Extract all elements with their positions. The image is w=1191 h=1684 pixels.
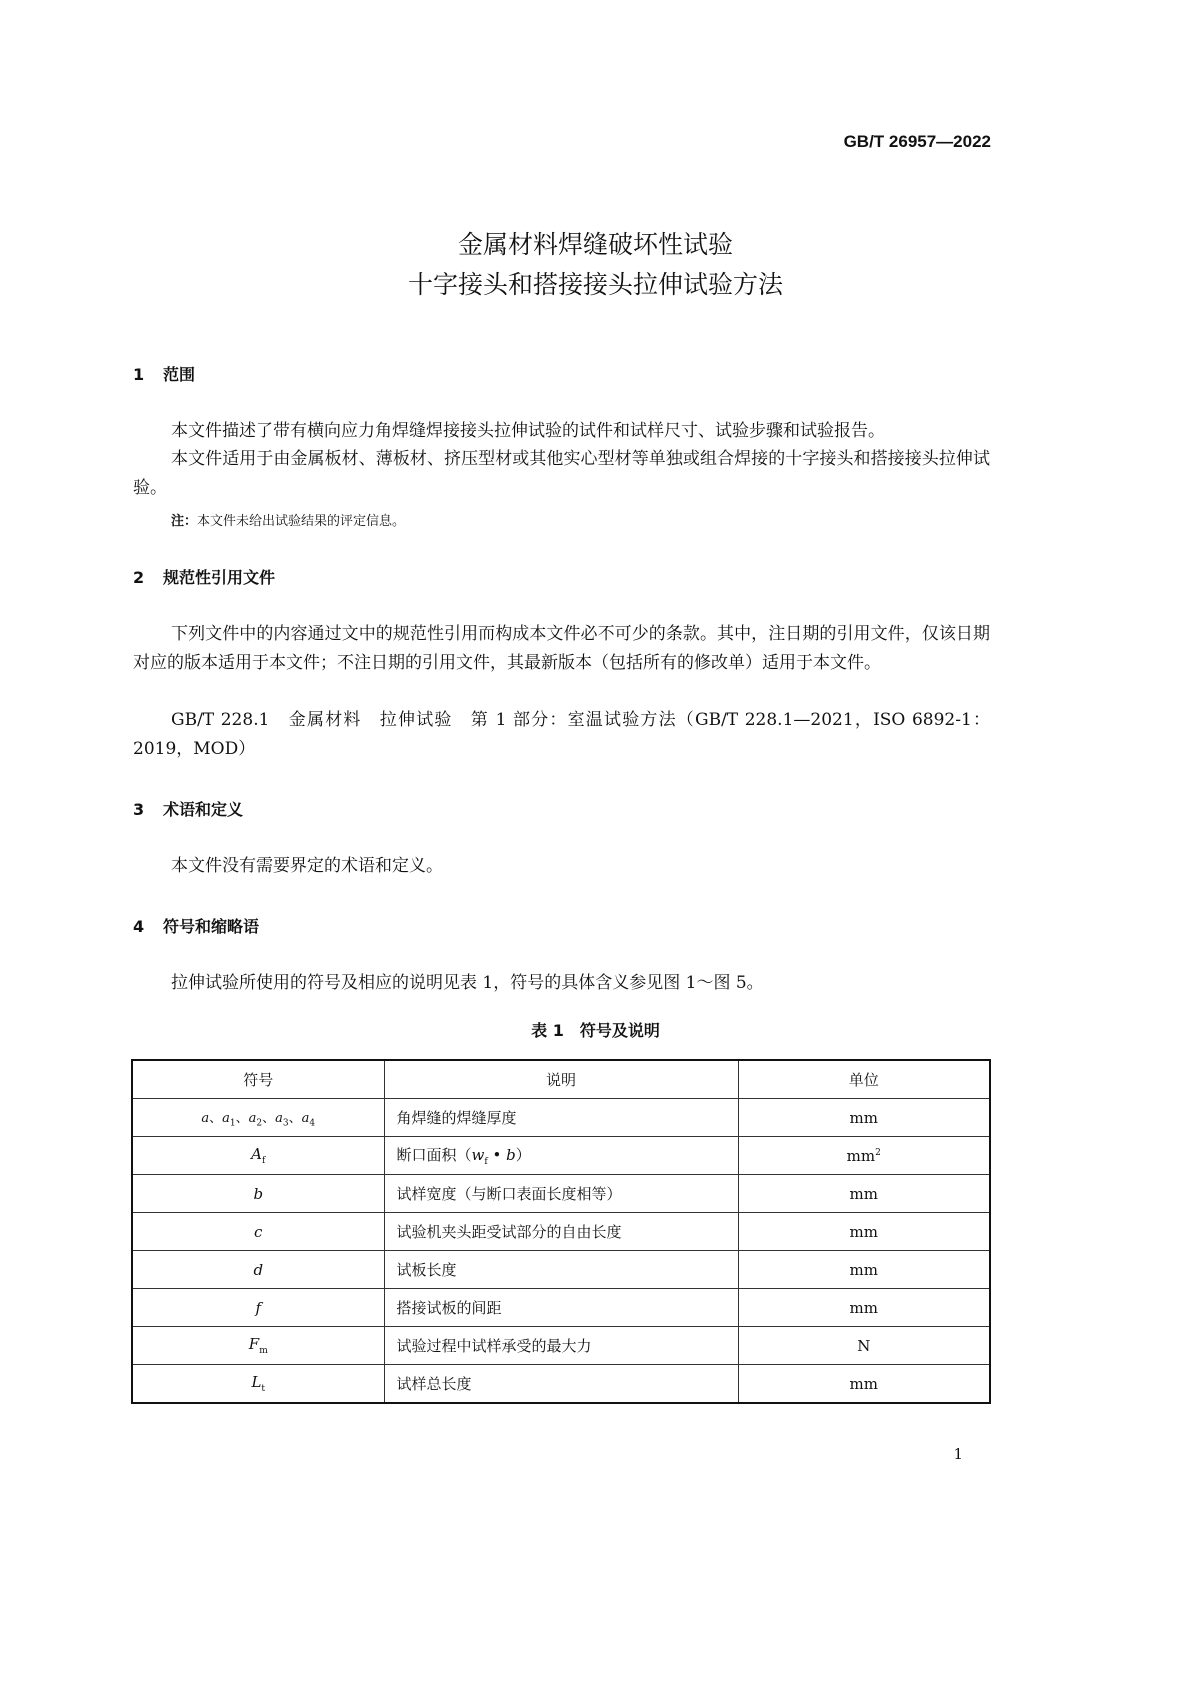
header-symbol: 符号 — [132, 1060, 384, 1099]
symbol-cell: $F_m$ — [132, 1327, 384, 1365]
table-row — [132, 1289, 990, 1327]
paragraph: 下列文件中的内容通过文中的规范性引用而构成本文件必不可少的条款。其中，注日期的引用文件，仅该日期对应的版本适用于本文件；不注日期的引用文件，其最新版本（包括所有的修改单）适用于本文件。 — [133, 624, 990, 673]
description-cell: 试验过程中试样承受的最大力 — [384, 1327, 738, 1365]
unit-cell: mm — [738, 1251, 990, 1289]
section-title: 范围 — [163, 365, 196, 384]
paragraph: 本文件适用于由金属板材、薄板材、挤压型材或其他实心型材等单独或组合焊接的十字接头和搭接接头拉伸试验。 — [133, 449, 990, 498]
reference-entry: GB/T 228.1 金属材料 拉伸试验 第 1 部分：室温试验方法（GB/T 228.1—2021，ISO 6892-1：2019，MOD） — [133, 710, 990, 759]
section-title: 规范性引用文件 — [163, 568, 276, 587]
section-heading-3 — [133, 797, 243, 820]
note — [171, 510, 405, 529]
table-caption: 表 1 符号及说明 — [531, 1021, 660, 1040]
symbol-cell: c — [132, 1213, 384, 1251]
description-cell: 搭接试板的间距 — [384, 1289, 738, 1327]
description-cell: 断口面积（$w_f$ • b） — [384, 1137, 738, 1175]
symbol-cell: f — [132, 1289, 384, 1327]
description-cell: 角焊缝的焊缝厚度 — [384, 1099, 738, 1137]
section-heading-4 — [133, 914, 259, 937]
section-heading-1 — [133, 362, 195, 385]
unit-cell: $mm^2$ — [738, 1137, 990, 1175]
title-line-1: 金属材料焊缝破坏性试验 — [457, 230, 733, 259]
unit-cell: mm — [738, 1175, 990, 1213]
header-unit: 单位 — [738, 1060, 990, 1099]
paragraph: 拉伸试验所使用的符号及相应的说明见表 1，符号的具体含义参见图 1～图 5。 — [171, 973, 764, 993]
page-number: 1 — [953, 1445, 963, 1463]
table-row — [132, 1251, 990, 1289]
description-cell: 试样总长度 — [384, 1365, 738, 1404]
unit-cell: mm — [738, 1099, 990, 1137]
section-title: 术语和定义 — [163, 800, 244, 819]
symbol-cell: a、$a_1$、$a_2$、$a_3$、$a_4$ — [132, 1099, 384, 1137]
section-title: 符号和缩略语 — [163, 917, 260, 936]
table-row — [132, 1099, 990, 1137]
symbols-table — [131, 1059, 991, 1404]
symbol-cell: b — [132, 1175, 384, 1213]
table-row — [132, 1137, 990, 1175]
unit-cell: mm — [738, 1213, 990, 1251]
table-row — [132, 1213, 990, 1251]
table-row — [132, 1327, 990, 1365]
section-number: 2 — [133, 568, 145, 587]
symbol-cell: $L_t$ — [132, 1365, 384, 1404]
section-number: 3 — [133, 800, 145, 819]
table-header-row — [132, 1060, 990, 1099]
table-row — [132, 1175, 990, 1213]
description-cell: 试验机夹头距受试部分的自由长度 — [384, 1213, 738, 1251]
unit-cell: mm — [738, 1365, 990, 1404]
description-cell: 试板长度 — [384, 1251, 738, 1289]
section-heading-2 — [133, 565, 275, 588]
unit-cell: N — [738, 1327, 990, 1365]
paragraph: 本文件描述了带有横向应力角焊缝焊接接头拉伸试验的试件和试样尺寸、试验步骤和试验报告。 — [171, 421, 885, 441]
table-row — [132, 1365, 990, 1404]
note-text: 本文件未给出试验结果的评定信息。 — [197, 514, 406, 529]
note-label: 注： — [171, 514, 198, 529]
document-title — [0, 225, 1191, 305]
section-number: 1 — [133, 365, 145, 384]
symbol-cell: $A_f$ — [132, 1137, 384, 1175]
description-cell: 试样宽度（与断口表面长度相等） — [384, 1175, 738, 1213]
title-line-2: 十字接头和搭接接头拉伸试验方法 — [407, 270, 783, 299]
section-number: 4 — [133, 917, 145, 936]
symbol-cell: d — [132, 1251, 384, 1289]
header-description: 说明 — [384, 1060, 738, 1099]
unit-cell: mm — [738, 1289, 990, 1327]
standard-number: GB/T 26957—2022 — [843, 132, 991, 151]
paragraph: 本文件没有需要界定的术语和定义。 — [171, 856, 443, 876]
